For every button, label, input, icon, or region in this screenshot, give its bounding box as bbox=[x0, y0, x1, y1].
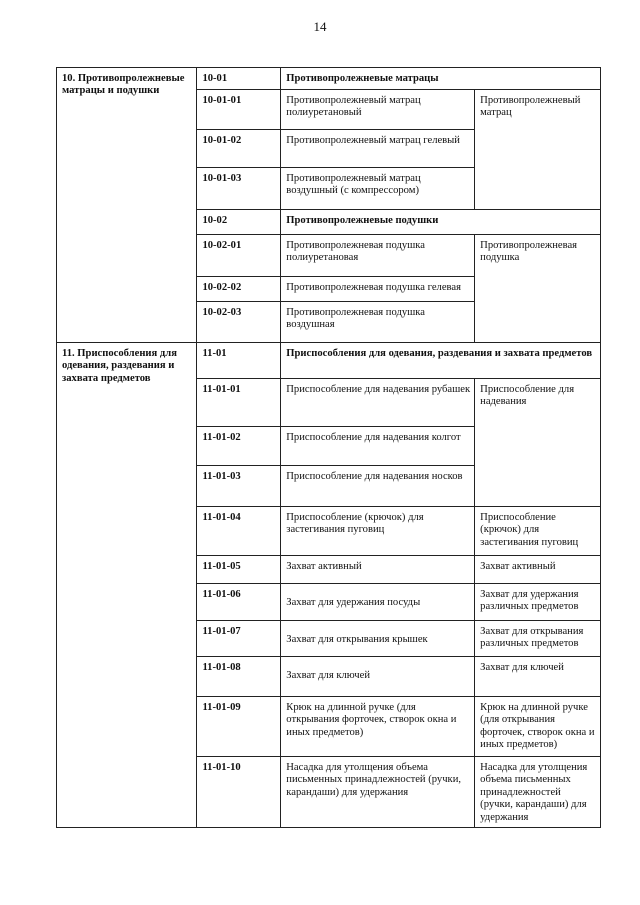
section-title: 10. Противопролежневые матрацы и подушки bbox=[57, 68, 197, 343]
item-name: Приспособление для надевания колгот bbox=[281, 427, 475, 466]
item-category: Приспособление для надевания bbox=[475, 379, 601, 507]
item-name: Противопролежневая подушка полиуретановая bbox=[281, 235, 475, 277]
group-name: Приспособления для одевания, раздевания и захвата предметов bbox=[281, 343, 601, 379]
item-category: Приспособление (крючок) для застегивания пуговиц bbox=[475, 507, 601, 556]
item-name: Приспособление (крючок) для застегивания пуговиц bbox=[281, 507, 475, 556]
item-code: 10-01-01 bbox=[197, 90, 281, 130]
group-name: Противопролежневые подушки bbox=[281, 210, 601, 235]
item-category: Захват активный bbox=[475, 556, 601, 584]
group-code: 10-02 bbox=[197, 210, 281, 235]
item-code: 11-01-09 bbox=[197, 697, 281, 757]
item-code: 10-02-03 bbox=[197, 302, 281, 343]
item-name: Захват для открывания крышек bbox=[281, 621, 475, 657]
item-code: 11-01-10 bbox=[197, 757, 281, 828]
item-code: 11-01-04 bbox=[197, 507, 281, 556]
item-code: 11-01-05 bbox=[197, 556, 281, 584]
group-code: 11-01 bbox=[197, 343, 281, 379]
item-category: Захват для открывания различных предметов bbox=[475, 621, 601, 657]
item-name: Противопролежневый матрац полиуретановый bbox=[281, 90, 475, 130]
item-code: 11-01-01 bbox=[197, 379, 281, 427]
item-category: Насадка для утолщения объема письменных принадлежностей (ручки, карандаши) для удержания bbox=[475, 757, 601, 828]
group-code: 10-01 bbox=[197, 68, 281, 90]
item-code: 10-01-02 bbox=[197, 130, 281, 168]
classification-table bbox=[56, 67, 601, 828]
section-title: 11. Приспособления для одевания, раздевания и захвата предметов bbox=[57, 343, 197, 828]
item-code: 11-01-06 bbox=[197, 584, 281, 621]
item-name: Противопролежневый матрац гелевый bbox=[281, 130, 475, 168]
item-name: Захват для удержания посуды bbox=[281, 584, 475, 621]
item-name: Приспособление для надевания рубашек bbox=[281, 379, 475, 427]
item-code: 11-01-07 bbox=[197, 621, 281, 657]
item-name: Насадка для утолщения объема письменных принадлежностей (ручки, карандаши) для удержания bbox=[281, 757, 475, 828]
item-code: 10-01-03 bbox=[197, 168, 281, 210]
page-number: 14 bbox=[313, 19, 327, 34]
item-code: 11-01-02 bbox=[197, 427, 281, 466]
item-name: Противопролежневая подушка гелевая bbox=[281, 277, 475, 302]
item-category: Захват для ключей bbox=[475, 657, 601, 697]
item-code: 11-01-08 bbox=[197, 657, 281, 697]
item-code: 10-02-02 bbox=[197, 277, 281, 302]
item-name: Противопролежневая подушка воздушная bbox=[281, 302, 475, 343]
item-name: Противопролежневый матрац воздушный (с компрессором) bbox=[281, 168, 475, 210]
item-name: Приспособление для надевания носков bbox=[281, 466, 475, 507]
item-name: Крюк на длинной ручке (для открывания форточек, створок окна и иных предметов) bbox=[281, 697, 475, 757]
item-name: Захват активный bbox=[281, 556, 475, 584]
group-name: Противопролежневые матрацы bbox=[281, 68, 601, 90]
item-code: 10-02-01 bbox=[197, 235, 281, 277]
item-category: Противопролежневая подушка bbox=[475, 235, 601, 343]
item-name: Захват для ключей bbox=[281, 657, 475, 697]
item-category: Крюк на длинной ручке (для открывания форточек, створок окна и иных предметов) bbox=[475, 697, 601, 757]
item-category: Захват для удержания различных предметов bbox=[475, 584, 601, 621]
item-code: 11-01-03 bbox=[197, 466, 281, 507]
item-category: Противопролежневый матрац bbox=[475, 90, 601, 210]
